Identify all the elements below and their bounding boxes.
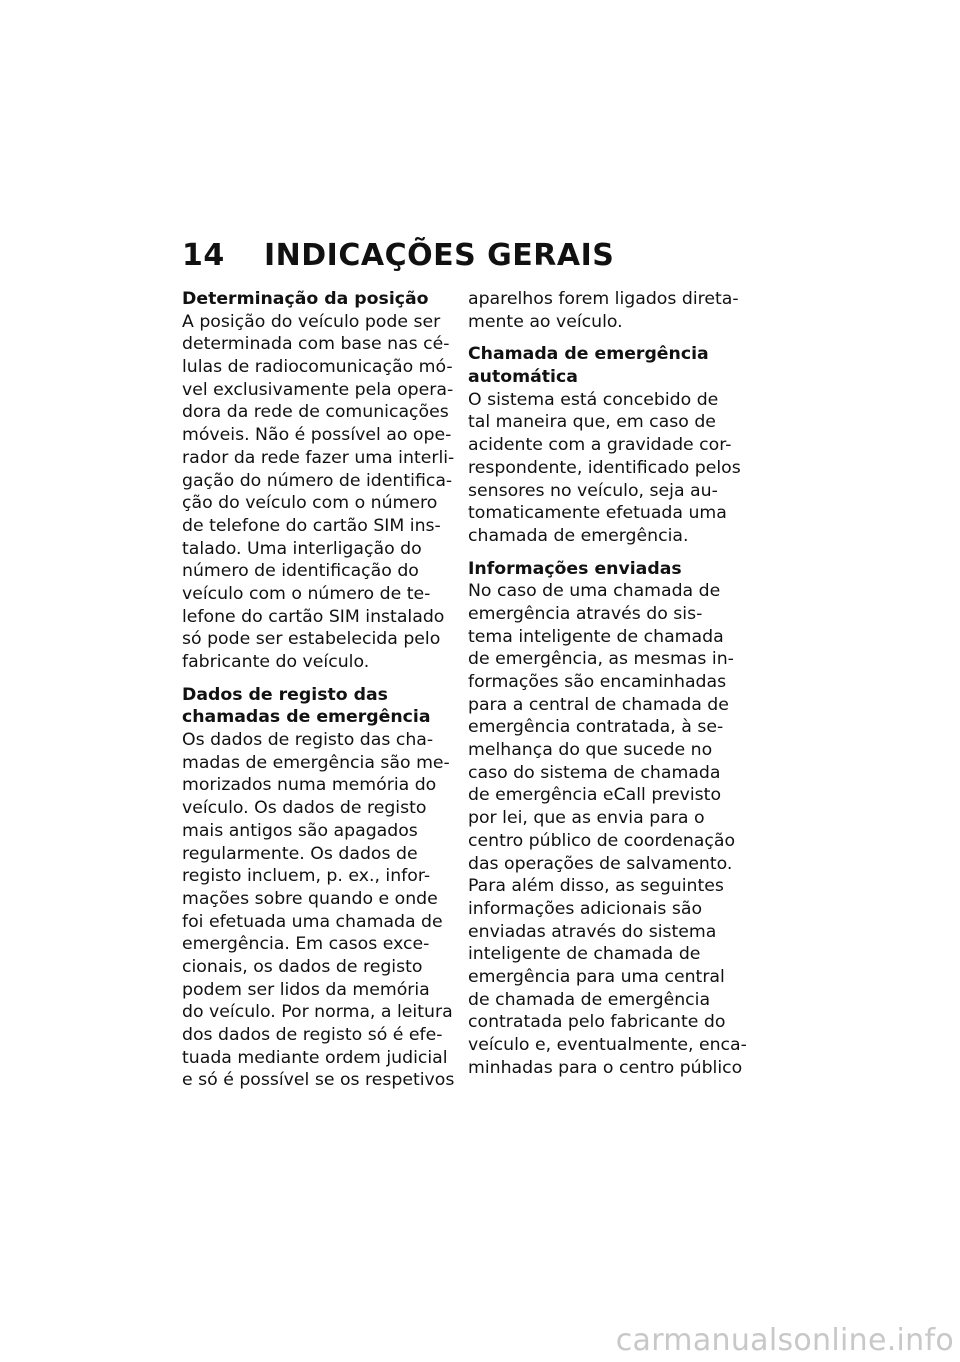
body-text-line: Os dados de registo das cha- xyxy=(182,730,434,751)
body-text-line: emergência para uma central xyxy=(468,966,725,987)
paragraph-gap xyxy=(468,333,743,343)
paragraph-gap xyxy=(468,548,743,558)
body-text-line: lulas de radiocomunicação mó- xyxy=(182,357,453,378)
body-text-line: lefone do cartão SIM instalado xyxy=(182,606,445,627)
body-text-line: registo incluem, p. ex., infor- xyxy=(182,866,431,887)
body-text-line: acidente com a gravidade cor- xyxy=(468,435,732,456)
left-column xyxy=(182,288,457,1092)
body-text-line: veículo com o número de te- xyxy=(182,583,431,604)
section-heading-line: automática xyxy=(468,367,578,388)
chapter-number: 14 xyxy=(182,238,225,273)
body-text-line: respondente, identificado pelos xyxy=(468,457,741,478)
body-text-line: por lei, que as envia para o xyxy=(468,808,705,829)
body-text-line: gação do número de identifica- xyxy=(182,470,453,491)
body-text-line: O sistema está concebido de xyxy=(468,389,719,410)
body-text-line: e só é possível se os respetivos xyxy=(182,1070,455,1091)
section-heading-line: Dados de registo das xyxy=(182,684,388,705)
body-text-line: de telefone do cartão SIM ins- xyxy=(182,515,441,536)
section-heading-line: chamadas de emergência xyxy=(182,707,431,728)
section-heading-line: Informações enviadas xyxy=(468,558,682,579)
body-text-line: das operações de salvamento. xyxy=(468,853,733,874)
body-text-line: tema inteligente de chamada xyxy=(468,626,724,647)
body-text-line: mações sobre quando e onde xyxy=(182,888,438,909)
body-text-line: ção do veículo com o número xyxy=(182,493,438,514)
body-text-line: emergência através do sis- xyxy=(468,603,703,624)
body-text-line: de emergência eCall previsto xyxy=(468,785,722,806)
body-text-line: para a central de chamada de xyxy=(468,694,729,715)
body-text-line: aparelhos forem ligados direta- xyxy=(468,289,739,309)
body-text-line: de chamada de emergência xyxy=(468,989,711,1010)
body-text-line: dora da rede de comunicações xyxy=(182,402,449,423)
body-text-line: madas de emergência são me- xyxy=(182,752,450,773)
body-text-line: enviadas através do sistema xyxy=(468,921,717,942)
body-text-line: foi efetuada uma chamada de xyxy=(182,911,443,932)
body-text-line: formações são encaminhadas xyxy=(468,672,727,692)
body-text-line: tuada mediante ordem judicial xyxy=(182,1047,448,1068)
body-text-line: cionais, os dados de registo xyxy=(182,956,423,977)
body-text-line: móveis. Não é possível ao ope- xyxy=(182,425,452,446)
body-text-line: caso do sistema de chamada xyxy=(468,762,721,783)
body-text-line: emergência. Em casos exce- xyxy=(182,934,430,955)
chapter-title: INDICAÇÕES GERAIS xyxy=(264,238,615,273)
body-text-line: veículo. Os dados de registo xyxy=(182,798,427,819)
body-text-line: informações adicionais são xyxy=(468,898,703,919)
paragraph-gap xyxy=(182,674,457,684)
body-text-line: A posição do veículo pode ser xyxy=(182,311,441,332)
body-text-line: regularmente. Os dados de xyxy=(182,843,418,864)
body-text-line: emergência contratada, à se- xyxy=(468,717,724,738)
body-text-line: tal maneira que, em caso de xyxy=(468,412,716,433)
body-text-line: No caso de uma chamada de xyxy=(468,581,721,602)
section-heading-line: Determinação da posição xyxy=(182,289,429,309)
body-text-line: veículo e, eventualmente, enca- xyxy=(468,1035,747,1055)
chapter-heading xyxy=(182,238,614,273)
body-text-line: sensores no veículo, seja au- xyxy=(468,480,718,501)
body-text-line: mente ao veículo. xyxy=(468,311,623,332)
body-text-line: Para além disso, as seguintes xyxy=(468,876,724,897)
body-text-line: número de identificação do xyxy=(182,561,419,582)
body-text-line: do veículo. Por norma, a leitura xyxy=(182,1002,453,1023)
body-text-line: inteligente de chamada de xyxy=(468,944,701,965)
body-text-line: contratada pelo fabricante do xyxy=(468,1012,726,1033)
body-text-line: morizados numa memória do xyxy=(182,775,437,796)
body-text-line: só pode ser estabelecida pelo xyxy=(182,629,441,650)
section-heading-line: Chamada de emergência xyxy=(468,344,709,365)
body-text-line: podem ser lidos da memória xyxy=(182,979,430,1000)
watermark: carmanualsonline.info xyxy=(615,1323,954,1358)
body-text-line: fabricante do veículo. xyxy=(182,652,370,672)
body-text-line: rador da rede fazer uma interli- xyxy=(182,447,455,468)
body-text-line: dos dados de registo só é efe- xyxy=(182,1025,443,1045)
right-column xyxy=(468,288,747,1079)
body-text-line: minhadas para o centro público xyxy=(468,1057,743,1078)
body-text-line: de emergência, as mesmas in- xyxy=(468,649,734,670)
body-text-line: tomaticamente efetuada uma xyxy=(468,503,727,524)
body-text-line: melhança do que sucede no xyxy=(468,740,713,761)
body-text-line: centro público de coordenação xyxy=(468,830,736,851)
body-text-line: determinada com base nas cé- xyxy=(182,334,450,355)
body-text-line: chamada de emergência. xyxy=(468,525,689,546)
body-text-line: vel exclusivamente pela opera- xyxy=(182,379,454,400)
body-text-line: talado. Uma interligação do xyxy=(182,538,422,559)
body-text-line: mais antigos são apagados xyxy=(182,820,418,841)
